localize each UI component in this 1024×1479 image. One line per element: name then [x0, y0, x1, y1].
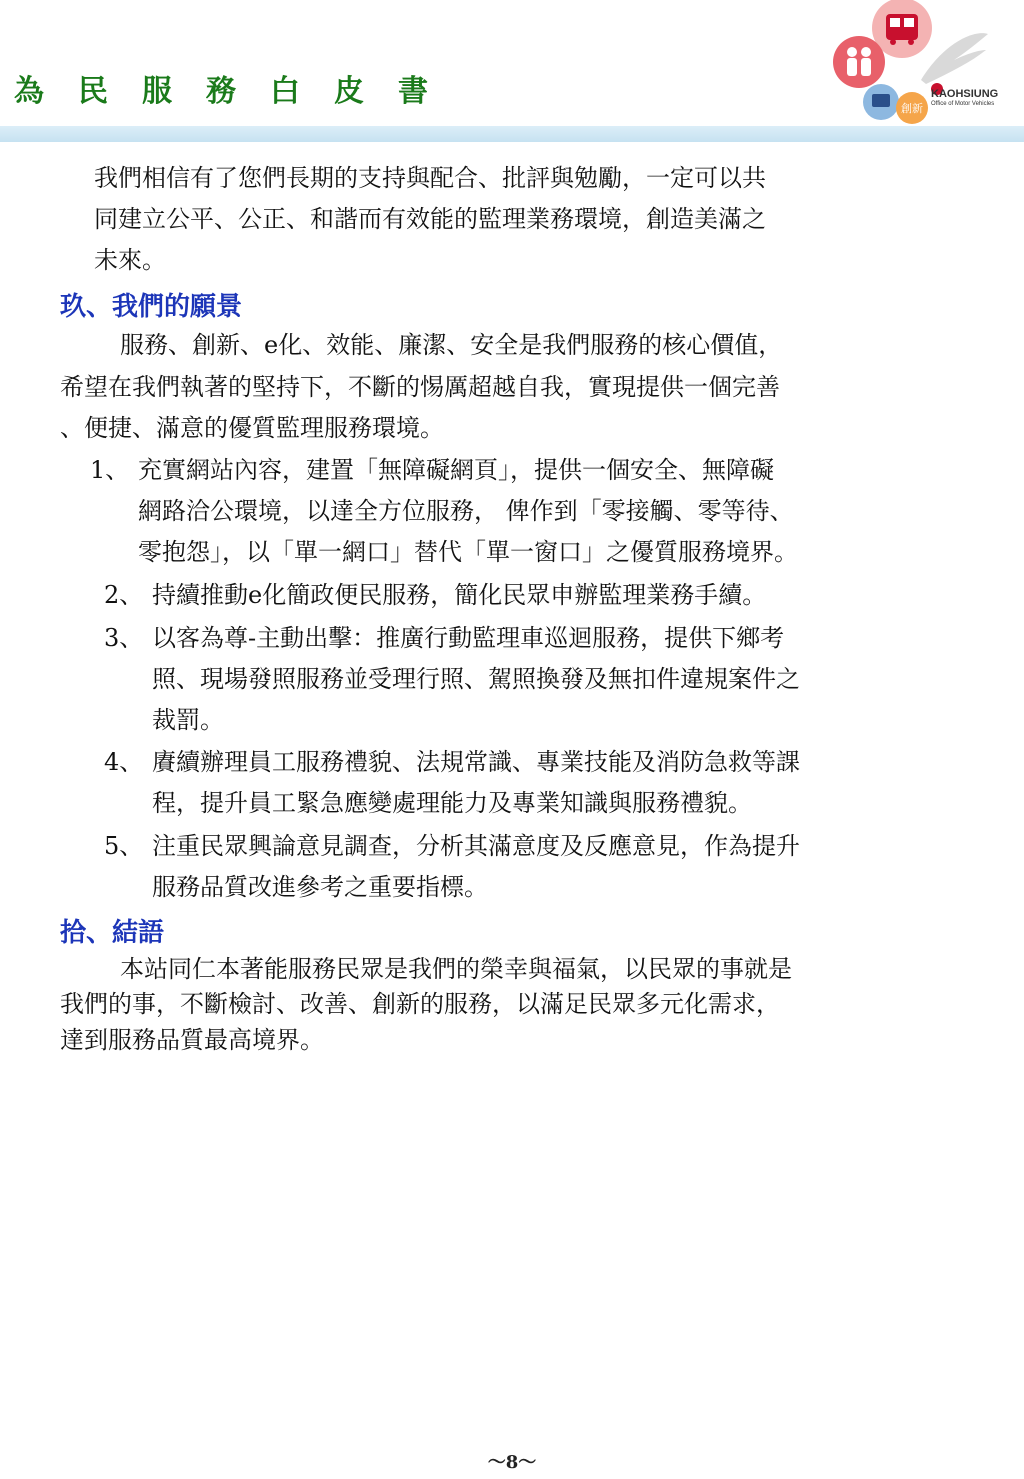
- list-item-line: 零抱怨」，以「單一網口」替代「單一窗口」之優質服務境界。: [138, 538, 798, 566]
- document-title: 為民服務白皮書: [14, 74, 462, 109]
- list-item-line: 以客為尊-主動出擊：推廣行動監理車巡迴服務，提供下鄉考: [152, 624, 785, 652]
- intro-line-2: 同建立公平、公正、和諧而有效能的監理業務環境，創造美滿之: [94, 205, 766, 233]
- header-band: [0, 126, 1024, 142]
- wing-icon: [921, 33, 988, 84]
- list-item-line: 充實網站內容，建置「無障礙網頁」，提供一個安全、無障礙: [138, 456, 774, 484]
- list-item-number: 5、: [104, 832, 144, 860]
- list-item-number: 2、: [104, 581, 144, 609]
- list-item-line: 持續推動e化簡政便民服務，簡化民眾申辦監理業務手續。: [152, 581, 767, 609]
- intro-line-1: 我們相信有了您們長期的支持與配合、批評與勉勵，一定可以共: [94, 164, 766, 192]
- vision-paragraph-line-2: 希望在我們執著的堅持下，不斷的惕厲超越自我，實現提供一個完善: [60, 373, 780, 401]
- people-circle-icon: [833, 36, 885, 88]
- section-heading-vision: 玖、我們的願景: [60, 292, 243, 322]
- vision-paragraph-line-3: 、便捷、滿意的優質監理服務環境。: [60, 414, 444, 442]
- list-item-number: 4、: [104, 748, 144, 776]
- logo-caption: [931, 88, 998, 108]
- vision-paragraph-line-1: 服務、創新、e化、效能、廉潔、安全是我們服務的核心價值，: [120, 331, 783, 359]
- list-item-line: 裁罰。: [152, 706, 224, 734]
- list-item-line: 注重民眾興論意見調查，分析其滿意度及反應意見，作為提升: [152, 832, 800, 860]
- list-item-line: 服務品質改進參考之重要指標。: [152, 873, 488, 901]
- intro-line-3: 未來。: [94, 246, 166, 274]
- list-item-line: 賡續辦理員工服務禮貌、法規常識、專業技能及消防急救等課: [152, 748, 800, 776]
- logo-graphic: [826, 0, 1006, 128]
- logo-subtitle-text: Office of Motor Vehicles: [931, 101, 995, 107]
- logo-brand-text: KAOHSIUNG: [931, 88, 999, 100]
- list-item-number: 1、: [90, 456, 130, 484]
- list-item-line: 網路洽公環境，以達全方位服務， 俾作到「零接觸、零等待、: [138, 497, 794, 525]
- list-item-line: 照、現場發照服務並受理行照、駕照換發及無扣件違規案件之: [152, 665, 800, 693]
- section-heading-conclusion: 拾、結語: [60, 918, 165, 948]
- conclusion-paragraph-line-3: 達到服務品質最高境界。: [60, 1026, 324, 1054]
- list-item-number: 3、: [104, 624, 144, 652]
- list-item-line: 程，提升員工緊急應變處理能力及專業知識與服務禮貌。: [152, 789, 752, 817]
- conclusion-paragraph-line-2: 我們的事，不斷檢討、改善、創新的服務，以滿足民眾多元化需求，: [60, 990, 780, 1018]
- conclusion-paragraph-line-1: 本站同仁本著能服務民眾是我們的榮幸與福氣，以民眾的事就是: [120, 955, 792, 983]
- logo-badge-text: 創新: [901, 102, 923, 115]
- kaohsiung-motor-vehicles-logo: [826, 0, 1006, 128]
- page-number: ～8～: [487, 1452, 537, 1473]
